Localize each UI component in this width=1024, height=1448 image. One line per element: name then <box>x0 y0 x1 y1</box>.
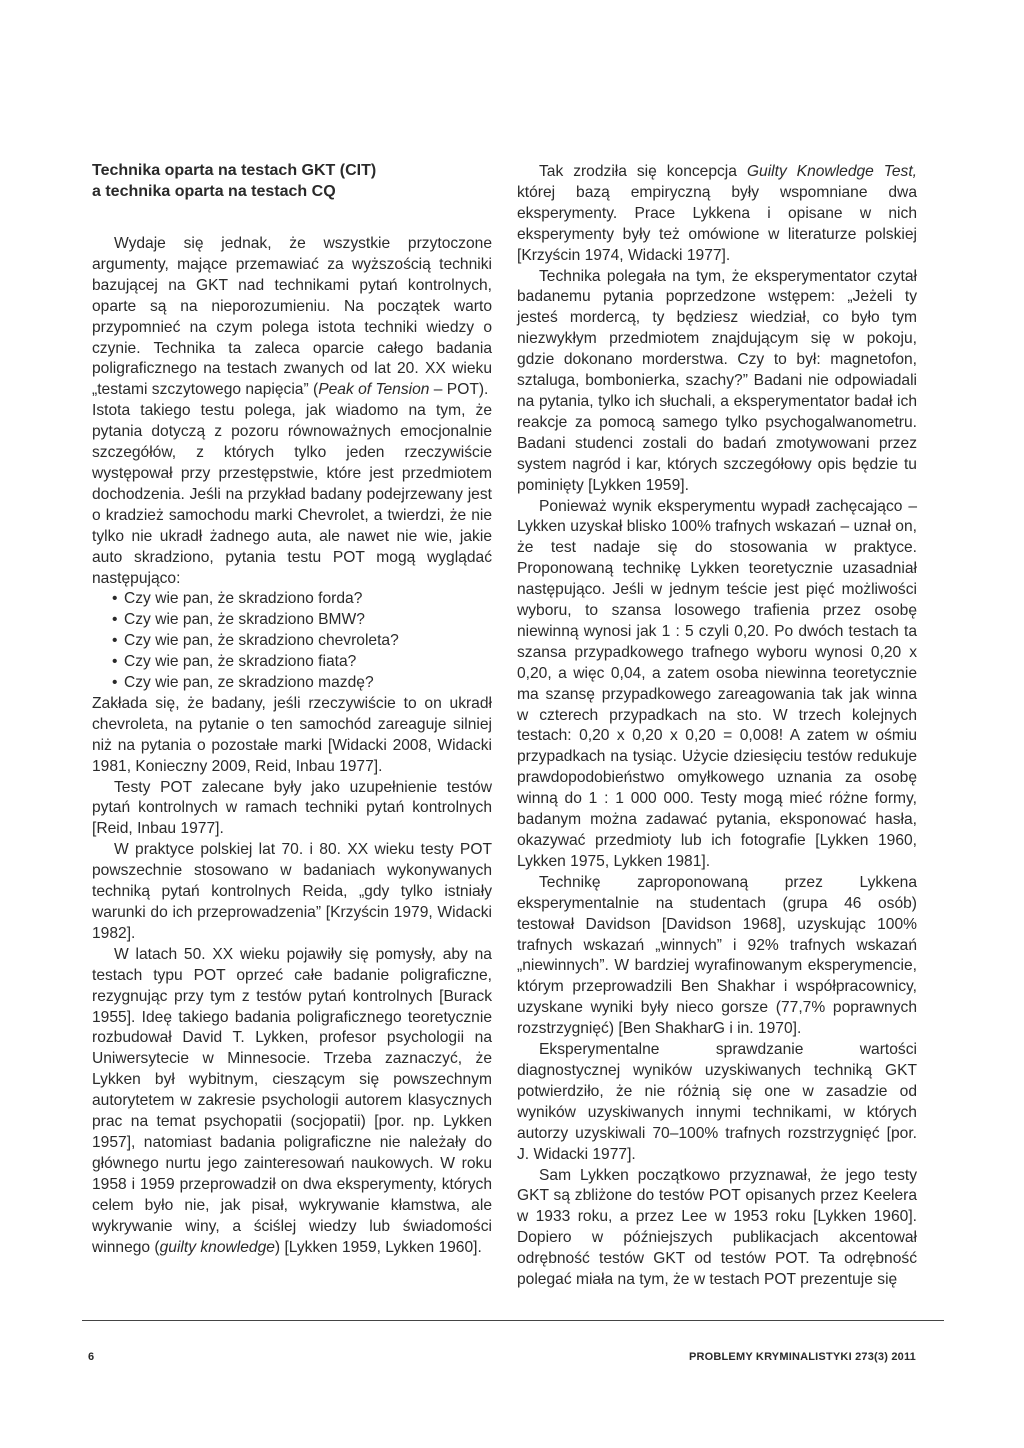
paragraph <box>92 945 492 1259</box>
list-item: • Czy wie pan, że skradziono forda? <box>114 589 492 610</box>
section-heading-line-2: a technika oparta na testach CQ <box>92 183 336 200</box>
list-item: • Czy wie pan, że skradziono BMW? <box>114 610 492 631</box>
paragraph-text: Tak zrodziła się koncepcja <box>539 163 747 180</box>
paragraph-text: Wydaje się jednak, że wszystkie przytoczone argumenty, mające przemawiać za wyższością techniki bazującej na GKT nad technikami pytań kontrolnych, oparte są na nieporozumieniu. Na początek warto przypomnieć na czym polega istota techniki wiedzy o czynie. Technika ta zaleca oparcie całego badania poligraficznego na testach zwanych od lat 20. XX wieku „testami szczytowego napięcia” ( <box>92 235 492 399</box>
paragraph-text: której bazą empiryczną były wspomniane dwa eksperymenty. Prace Lykkena i opisane w nich eksperymenty były też omówione w literaturze polskiej [Krzyścin 1974, Widacki 1977]. <box>517 183 917 264</box>
paragraph: Istota takiego testu polega, jak wiadomo na tym, że pytania dotyczą z pozoru równoważnych emocjonalnie szczegółów, z których tylko jeden rzeczywiście występował przy przestępstwie, które jest przedmiotem dochodzenia. Jeśli na przykład badany podejrzewany jest o kradzież samochodu marki Chevrolet, a twierdzi, że nie tylko nie ukradł żadnego auta, ale nawet nie wie, jakie auto skradziono, pytania testu POT mogą wyglądać następująco: <box>92 402 492 587</box>
right-column <box>517 162 917 1291</box>
paragraph <box>92 234 492 401</box>
paragraph: Testy POT zalecane były jako uzupełnienie testów pytań kontrolnych w ramach techniki pytań kontrolnych [Reid, Inbau 1977]. <box>92 778 492 838</box>
paragraph-italic-text: Peak of Tension <box>318 381 430 399</box>
paragraph-text: – POT). <box>429 381 489 399</box>
paragraph: W praktyce polskiej lat 70. i 80. XX wieku testy POT powszechnie stosowano w badaniach wykonywanych techniką pytań kontrolnych Reida, „gdy tylko istniały warunki do ich przeprowadzenia” [Krzyścin 1979, Widacki 1982]. <box>92 841 492 942</box>
left-column <box>92 160 492 1258</box>
list-item: • Czy wie pan, że skradziono chevroleta? <box>114 631 492 652</box>
paragraph: Zakłada się, że badany, jeśli rzeczywiście to on ukradł chevroleta, na pytanie o ten samochód zareaguje silniej niż na pytania o pozostałe marki [Widacki 2008, Widacki 1981, Konieczny 2009, Reid, Inbau 1977]. <box>92 694 492 775</box>
paragraph-text: W latach 50. XX wieku pojawiły się pomysły, aby na testach typu POT oprzeć całe badanie poligraficzne, rezygnując przy tym z testów pytań kontrolnych [Burack 1955]. Ideę takiego badania poligraficznego teoretycznie rozbudował David T. Lykken, profesor psychologii na Uniwersytecie w Minnesocie. Trzeba zaznaczyć, że Lykken był wybitnym, cieszącym się powszechnym autorytetem w zakresie psychologii autorem klasycznych prac na temat psychopatii (socjopatii) [por. np. Lykken 1957], natomiast badania poligraficzne nie należały do głównego nurtu jego zainteresowań naukowych. W roku 1958 i 1959 przeprowadził on dwa eksperymenty, których celem było nie, jak pisał, wykrywanie kłamstwa, ale wykrywanie winy, a ściślej wiedzy lub świadomości winnego ( <box>92 945 492 1256</box>
question-list <box>92 589 492 694</box>
footer-divider <box>82 1320 944 1321</box>
section-heading-line-1: Technika oparta na testach GKT (CIT) <box>92 162 377 179</box>
paragraph: Ponieważ wynik eksperymentu wypadł zachęcająco – Lykken uzyskał blisko 100% trafnych wskazań – uznał on, że test nadaje się do stosowania w praktyce. Proponowaną technikę Lykken teoretycznie uzasadniał następująco. Jeśli w jednym teście jest pięć możliwości wyboru, to szansa losowego trafienia przez osobę niewinną wynosi jak 1 : 5 czyli 0,20. Po dwóch testach ta szansa przypadkowego trafnego wyboru wynosi 0,20 x 0,20, a więc 0,04, a zatem osoba niewinna teoretycznie ma szansę przypadkowego zareagowania tak jak winna w czterech przypadkach na sto. W trzech kolejnych testach: 0,20 x 0,20 x 0,20 = 0,008! A zatem w ośmiu przypadkach na tysiąc. Użycie dziesięciu testów redukuje prawdopodobieństwo omyłkowego uznania za osobę winną do 1 : 1 000 000. Testy mogą mieć różne formy, badanym można zadawać pytania, eksponować hasła, okazywać przedmioty lub ich fotografie [Lykken 1960, Lykken 1975, Lykken 1981]. <box>517 497 917 870</box>
list-item: • Czy wie pan, że skradziono fiata? <box>114 652 492 673</box>
paragraph: Eksperymentalne sprawdzanie wartości diagnostycznej wyników uzyskiwanych techniką GKT potwierdziło, że nie różnią się one w zasadzie od wyników uzyskiwanych innymi technikami, w których autorzy uzyskiwali 70–100% trafnych rozstrzygnięć [por. J. Widacki 1977]. <box>517 1041 917 1163</box>
section-heading <box>92 160 492 202</box>
paragraph-italic-text: Guilty Knowledge Test, <box>746 163 918 180</box>
page-number: 6 <box>88 1351 95 1363</box>
paragraph: Sam Lykken początkowo przyznawał, że jego testy GKT są zbliżone do testów POT opisanych przez Keelera w 1933 roku, a przez Lee w 1953 roku [Lykken 1960]. Dopiero w późniejszych publikacjach akcentował odrębność testów GKT od testów POT. Ta odrębność polegać miała na tym, że w testach POT prezentuje się <box>517 1166 917 1289</box>
paragraph <box>517 162 917 267</box>
paragraph: Technikę zaproponowaną przez Lykkena eksperymentalnie na studentach (grupa 46 osób) testował Davidson [Davidson 1968], uzyskując 100% trafnych wskazań „winnych” i 92% trafnych wskazań „niewinnych”. W bardziej wyrafinowanym eksperymencie, którym przeprowadzili Ben Shakhar i współpracownicy, uzyskane wyniki były nieco gorsze (77,7% poprawnych rozstrzygnięć) [Ben ShakharG i in. 1970]. <box>517 873 917 1038</box>
paragraph-italic-text: guilty knowledge <box>159 1238 275 1256</box>
paragraph: Technika polegała na tym, że eksperymentator czytał badanemu pytania poprzedzone wstępem: „Jeżeli ty jesteś mordercą, ty będziesz wiedział, co było tym niezwykłym przedmiotem znajdującym się w pokoju, gdzie dokonano morderstwa. Czy to był: magnetofon, sztaluga, bombonierka, szachy?” Badani nie odpowiadali na pytania, tylko ich słuchali, a eksperymentator badał ich reakcje za pomocą samego tylko psychogalwanometru. Badani studenci zostali do badań zmotywowani przez system nagród i kar, których szczegółowy opis będzie tu pominięty [Lykken 1959]. <box>517 267 917 494</box>
list-item: • Czy wie pan, ze skradziono mazdę? <box>114 673 492 694</box>
journal-footer: PROBLEMY KRYMINALISTYKI 273(3) 2011 <box>688 1351 916 1363</box>
paragraph-text: ) [Lykken 1959, Lykken 1960]. <box>274 1238 482 1256</box>
